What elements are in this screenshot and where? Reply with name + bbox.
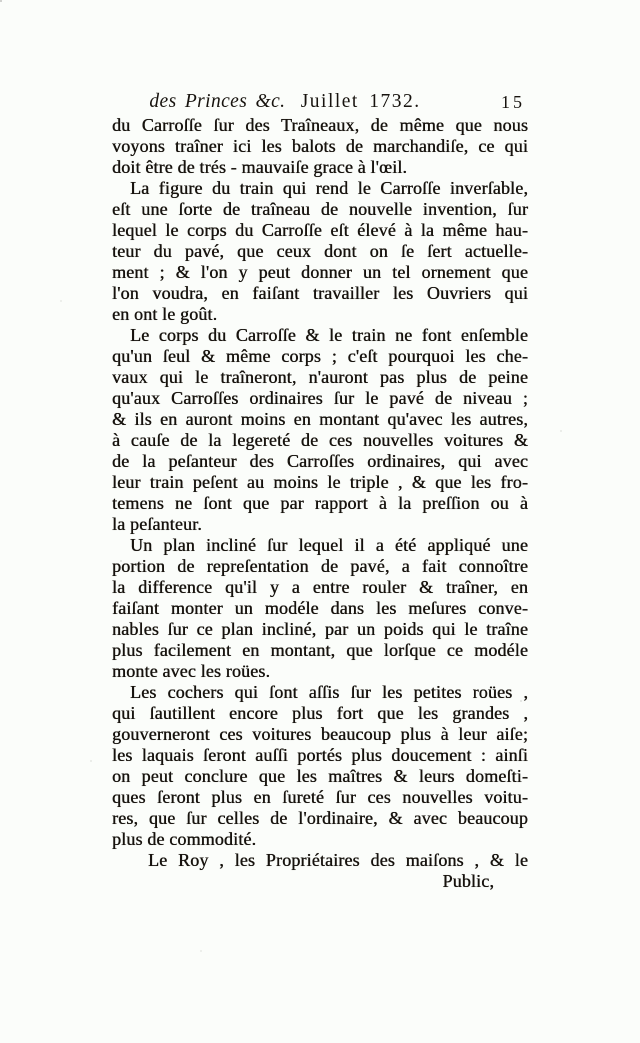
paragraph [112,178,528,325]
paragraph [112,850,528,871]
text-line: nables ſur ce plan incliné, par un poids qui le traîne [112,619,528,639]
text-line: la difference qu'il y a entre rouler & traîner, en [112,577,528,597]
paragraph [112,325,528,535]
text-line: lequel le corps du Carroſſe eſt élevé à la même hau- [112,220,528,240]
text-line: faiſant monter un modéle dans les meſures conve- [112,598,528,618]
scan-speckles [0,0,2,2]
text-line: leur train peſent au moins le triple , & que les fro- [112,472,528,492]
running-title-text: des Princes &c. [149,91,286,112]
text-block [112,91,528,892]
text-line: gouverneront ces voitures beaucoup plus à leur aiſe; [112,724,528,744]
running-title [112,91,528,113]
text-line: qu'un ſeul & même corps ; c'eſt pourquoi les che- [112,346,528,366]
page-number: 15 [501,92,525,112]
text-line: de la peſanteur des Carroſſes ordinaires, qui avec [112,451,528,471]
paragraph [112,115,528,178]
text-line: en ont le goût. [112,304,218,324]
text-line: res, que ſur celles de l'ordinaire, & avec beaucoup [112,808,528,828]
text-line: les laquais ſeront auſſi portés plus doucement : ainſi [112,745,528,765]
text-line: Les cochers qui ſont aſſis ſur les petites roües , [130,682,528,702]
running-head [112,91,528,115]
text-line: La figure du train qui rend le Carroſſe inverſable, [130,178,528,198]
text-line: l'on voudra, en faiſant travailler les Ouvriers qui [112,283,528,303]
text-line: vaux qui le traîneront, n'auront pas plus de peine [112,367,528,387]
text-line: du Carroſſe ſur des Traîneaux, de même que nous [112,115,528,135]
text-line: on peut conclure que les maîtres & leurs domeſti- [112,766,528,786]
text-line: monte avec les roües. [112,661,271,681]
text-line: plus de commodité. [112,829,257,849]
text-line: la peſanteur. [112,514,202,534]
text-line: Le corps du Carroſſe & le train ne font enſemble [130,325,528,345]
text-line: eſt une ſorte de traîneau de nouvelle invention, ſur [112,199,528,219]
text-line: portion de repreſentation de pavé, a fait connoître [112,556,528,576]
text-line: voyons traîner ici les balots de marchandiſe, ce qui [112,136,528,156]
text-line: doit être de trés - mauvaiſe grace à l'œil. [112,157,408,177]
catchword: Public, [442,871,494,891]
text-line: qu'aux Carroſſes ordinaires ſur le pavé de niveau ; [112,388,528,408]
text-line: teur du pavé, que ceux dont on ſe ſert actuelle- [112,241,528,261]
page-body [112,115,528,892]
text-line: ques ſeront plus en ſureté ſur ces nouvelles voitu- [112,787,528,807]
text-line: plus facilement en montant, que lorſque ce modéle [112,640,528,660]
paragraph [112,535,528,682]
text-line: qui ſautillent encore plus fort que les grandes , [112,703,528,723]
text-line: temens ne ſont que par rapport à la preſſion ou à [112,493,528,513]
running-head-date: Juillet 1732. [300,91,421,112]
text-line: à cauſe de la legereté de ces nouvelles voitures & [112,430,528,450]
paragraph [112,682,528,850]
text-line: ment ; & l'on y peut donner un tel ornement que [112,262,528,282]
text-line: Le Roy , les Propriétaires des maiſons , & le [148,850,528,870]
text-line: Un plan incliné ſur lequel il a été appliqué une [130,535,528,555]
text-line: & ils en auront moins en montant qu'avec les autres, [112,409,528,429]
